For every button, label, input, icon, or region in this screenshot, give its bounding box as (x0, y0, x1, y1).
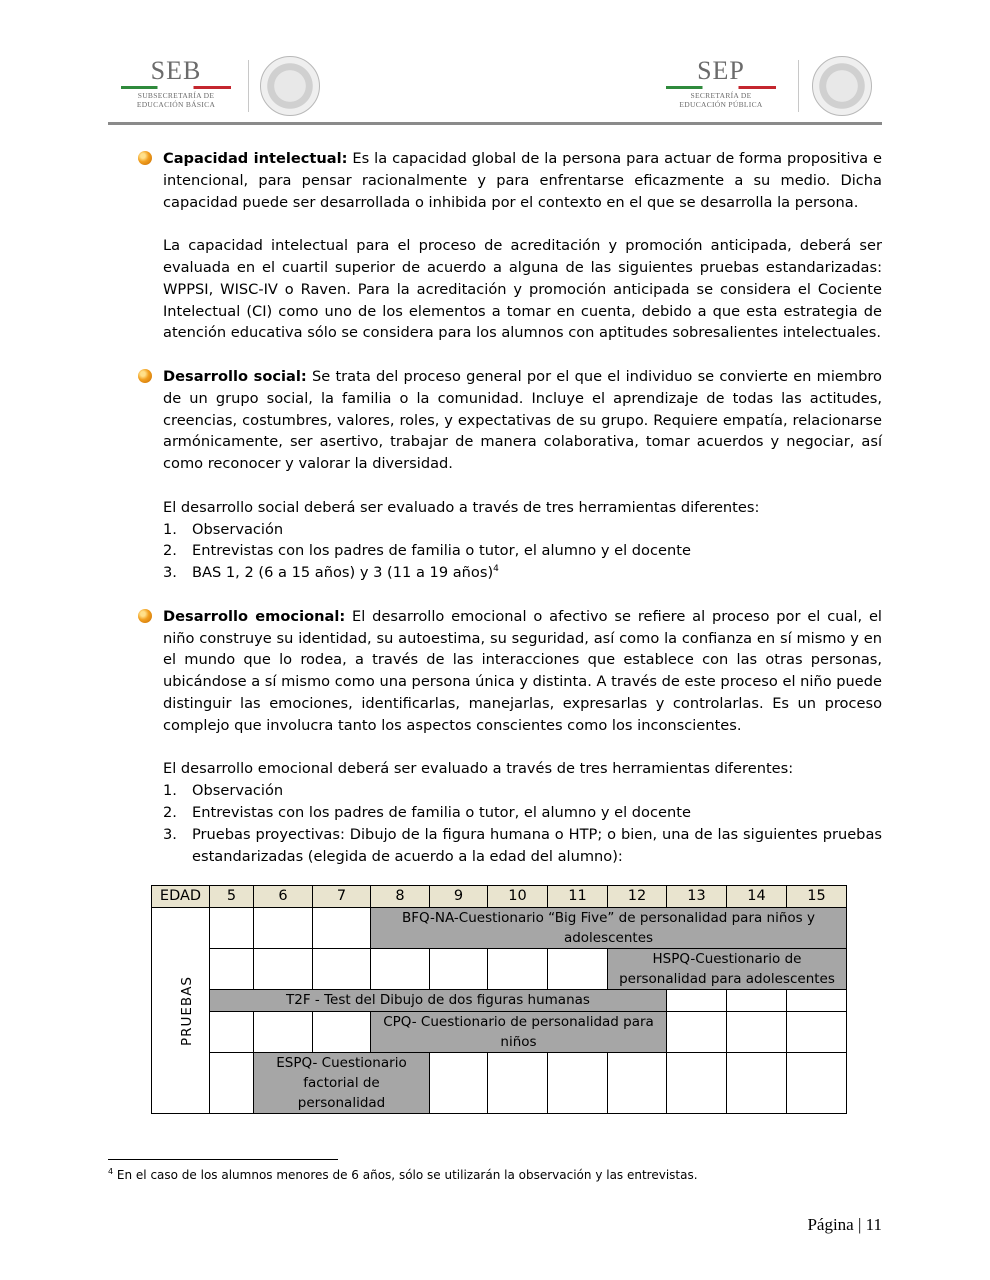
test-t2f: T2F - Test del Dibujo de dos figuras humanas (210, 990, 667, 1012)
list-text: BAS 1, 2 (6 a 15 años) y 3 (11 a 19 años) (192, 564, 494, 582)
section-emotional (163, 606, 882, 868)
list-text: Entrevistas con los padres de familia o tutor, el alumno y el docente (192, 803, 691, 821)
list-text: Pruebas proyectivas: Dibujo de la figura humana o HTP; o bien, una de las siguientes pruebas estandarizadas (elegida de acuerdo a la edad del alumno): (192, 825, 882, 865)
seb-logo-subtitle-2: EDUCACIÓN BÁSICA (136, 100, 216, 109)
test-bfq: BFQ-NA-Cuestionario “Big Five” de personalidad para niños y adolescentes (371, 908, 847, 949)
seal-icon (260, 56, 320, 116)
flag-stripe (121, 86, 231, 89)
sep-logo-subtitle-2: EDUCACIÓN PÚBLICA (679, 100, 763, 109)
list-number: 1. (163, 782, 177, 800)
seb-logo-subtitle-1: SUBSECRETARÍA DE (137, 91, 215, 100)
page-number: Página | 11 (807, 1215, 882, 1234)
table-row (152, 990, 847, 1012)
table-row (152, 1053, 847, 1114)
sep-logo-text: SEP (697, 56, 745, 85)
test-hspq: HSPQ-Cuestionario de personalidad para adolescentes (608, 949, 847, 990)
list-number: 2. (163, 542, 177, 560)
list-number: 1. (163, 520, 177, 538)
list-item (163, 562, 882, 584)
document-body (163, 148, 882, 867)
age-cell: 14 (727, 886, 787, 908)
paragraph (163, 366, 882, 475)
list-item (163, 519, 882, 541)
footnote-text: En el caso de los alumnos menores de 6 años, sólo se utilizarán la observación y las entrevistas. (113, 1168, 698, 1182)
bullet-icon (138, 369, 152, 383)
tools-list (163, 519, 882, 584)
term: Capacidad intelectual: (163, 150, 348, 167)
bullet-icon (138, 609, 152, 623)
logo-divider (798, 60, 799, 112)
footnote-ref[interactable]: 4 (493, 564, 499, 575)
definition: Se trata del proceso general por el que el individuo se convierte en miembro de un grupo social, la familia o la comunidad. Incluye el aprendizaje de todas las actitudes, creencias, costumbres, valores, roles, y expectativas de su grupo. Requiere empatía, relacionarse armónicamente, ser asertivo, trabajar de manera colaborativa, tomar acuerdos y negociar, así como reconocer y valorar la diversidad. (163, 367, 882, 473)
age-cell: 15 (787, 886, 847, 908)
seb-logo-text: SEB (150, 56, 202, 85)
definition: El desarrollo emocional o afectivo se refiere al proceso por el cual, el niño construye su identidad, su autoestima, su seguridad, así como la confianza en sí mismo y en el mundo que lo rodea, a través de las interacciones que establece con las otras personas, ubicándose a sí mismo como una persona única y distinta. A través de este proceso el niño puede distinguir las emociones, identificarlas, manejarlas, expresarlas y controlarlas. Es un proceso complejo que involucra tanto los aspectos conscientes como los inconscientes. (163, 607, 882, 734)
term: Desarrollo social: (163, 367, 307, 385)
list-text: Observación (192, 782, 284, 800)
table-row (152, 1012, 847, 1053)
list-text: Observación (192, 520, 284, 538)
tools-list (163, 780, 882, 867)
list-item (163, 540, 882, 562)
term: Desarrollo emocional: (163, 607, 346, 625)
footnote-separator (108, 1159, 338, 1160)
seal-icon (812, 56, 872, 116)
list-item (163, 780, 882, 802)
age-cell: 6 (254, 886, 313, 908)
bullet-icon (138, 151, 152, 165)
age-cell: 13 (667, 886, 727, 908)
list-number: 3. (163, 825, 177, 843)
list-number: 2. (163, 803, 177, 821)
list-item (163, 802, 882, 824)
test-espq: ESPQ- Cuestionario factorial de personalidad (254, 1053, 430, 1114)
list-intro: El desarrollo emocional deberá ser evaluado a través de tres herramientas diferentes: (163, 760, 794, 778)
list-item (163, 824, 882, 868)
page-header (108, 48, 882, 124)
table-row (152, 908, 847, 949)
sep-logo (660, 58, 782, 109)
pruebas-label-cell (152, 908, 210, 1114)
seb-logo (116, 58, 236, 109)
test-cpq: CPQ- Cuestionario de personalidad para niños (371, 1012, 667, 1053)
section-intellectual (163, 148, 882, 344)
age-cell: 9 (430, 886, 488, 908)
age-cell: 5 (210, 886, 254, 908)
age-header-row (152, 886, 847, 908)
age-cell: 8 (371, 886, 430, 908)
list-intro: El desarrollo social deberá ser evaluado a través de tres herramientas diferentes: (163, 498, 760, 516)
footnote (108, 1168, 698, 1182)
age-cell: 12 (608, 886, 667, 908)
tests-by-age-table (151, 885, 847, 1114)
paragraph (163, 606, 882, 737)
logo-divider (248, 60, 249, 112)
footnote-mark: 4 (108, 1167, 114, 1176)
sep-logo-subtitle-1: SECRETARÍA DE (690, 91, 752, 100)
section-social (163, 366, 882, 584)
definition: Es la capacidad global de la persona para actuar de forma propositiva e intencional, para pensar racionalmente y para enfrentarse eficazmente a su medio. Dicha capacidad puede ser desarrollada o inhibida por el contexto en el que se desarrolla la persona. (163, 150, 882, 211)
age-cell: 11 (548, 886, 608, 908)
list-text: Entrevistas con los padres de familia o tutor, el alumno y el docente (192, 542, 691, 560)
flag-stripe (666, 86, 776, 89)
age-cell: 7 (313, 886, 371, 908)
pruebas-label: PRUEBAS (179, 975, 195, 1046)
paragraph: La capacidad intelectual para el proceso de acreditación y promoción anticipada, deberá ser evaluada en el cuartil superior de acuerdo a alguna de las siguientes pruebas estandarizadas: WPPSI, WISC-IV o Raven. Para la acreditación y promoción anticipada se considera el Cociente Intelectual (CI) como uno de los elementos a tomar en cuenta, debido a que esta estrategia de atención educativa sólo se considera para los alumnos con aptitudes sobresalientes intelectuales. (163, 237, 882, 342)
table-row (152, 949, 847, 990)
paragraph (163, 148, 882, 213)
age-cell: 10 (488, 886, 548, 908)
age-header-label: EDAD (152, 886, 210, 908)
list-number: 3. (163, 564, 177, 582)
header-rule (108, 122, 882, 125)
